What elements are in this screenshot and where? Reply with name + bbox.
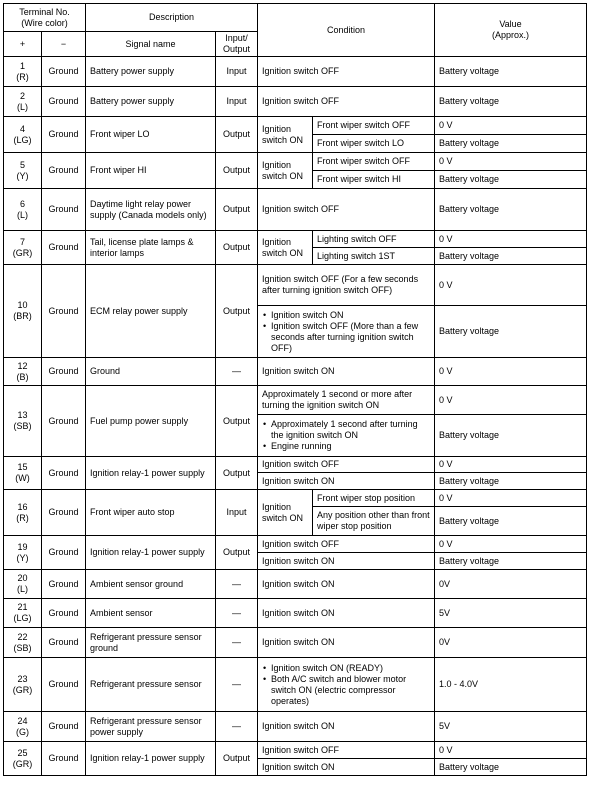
io-cell: Output	[216, 189, 258, 231]
io-cell: Output	[216, 231, 258, 265]
ground-cell: Ground	[42, 628, 86, 658]
value-cell: 0 V	[435, 490, 587, 507]
condition-cell: Ignition switch ON	[258, 153, 313, 189]
condition-cell: Ignition switch OFF	[258, 536, 435, 553]
signal-cell: Battery power supply	[86, 57, 216, 87]
sub-condition-cell: Lighting switch 1ST	[313, 248, 435, 265]
ground-cell: Ground	[42, 742, 86, 776]
signal-cell: Ambient sensor ground	[86, 570, 216, 599]
ground-cell: Ground	[42, 658, 86, 712]
terminal-cell: 10 (BR)	[4, 265, 42, 358]
io-cell: —	[216, 712, 258, 742]
ground-cell: Ground	[42, 570, 86, 599]
ground-cell: Ground	[42, 153, 86, 189]
condition-cell: Ignition switch OFF	[258, 87, 435, 117]
io-cell: —	[216, 599, 258, 628]
condition-cell: • Ignition switch ON (READY) • Both A/C switch and blower motor switch ON (electric compressor operates)	[258, 658, 435, 712]
value-cell: 0 V	[435, 231, 587, 248]
condition-cell: Ignition switch OFF (For a few seconds after turning ignition switch OFF)	[258, 265, 435, 306]
signal-cell: Daytime light relay power supply (Canada models only)	[86, 189, 216, 231]
table-row	[4, 658, 587, 712]
io-cell: Input	[216, 57, 258, 87]
terminal-cell: 1 (R)	[4, 57, 42, 87]
value-cell: Battery voltage	[435, 57, 587, 87]
table-row	[4, 712, 587, 742]
terminal-cell: 24 (G)	[4, 712, 42, 742]
table-row	[4, 265, 587, 306]
sub-condition-cell: Front wiper switch LO	[313, 135, 435, 153]
terminal-cell: 19 (Y)	[4, 536, 42, 570]
condition-cell: Ignition switch OFF	[258, 57, 435, 87]
ground-cell: Ground	[42, 490, 86, 536]
value-cell: Battery voltage	[435, 87, 587, 117]
value-header: Value (Approx.)	[435, 4, 587, 57]
condition-cell: Ignition switch ON	[258, 628, 435, 658]
value-cell: 0V	[435, 628, 587, 658]
io-cell: —	[216, 358, 258, 386]
terminal-cell: 16 (R)	[4, 490, 42, 536]
ground-cell: Ground	[42, 457, 86, 490]
signal-cell: Front wiper LO	[86, 117, 216, 153]
table-row	[4, 536, 587, 553]
condition-cell: Ignition switch OFF	[258, 189, 435, 231]
value-cell: Battery voltage	[435, 507, 587, 536]
value-cell: 0 V	[435, 742, 587, 759]
value-cell: Battery voltage	[435, 135, 587, 153]
ground-cell: Ground	[42, 386, 86, 457]
io-cell: —	[216, 628, 258, 658]
signal-cell: Front wiper HI	[86, 153, 216, 189]
table-row	[4, 117, 587, 135]
value-cell: Battery voltage	[435, 553, 587, 570]
table-row	[4, 231, 587, 248]
terminal-cell: 22 (SB)	[4, 628, 42, 658]
signal-cell: Ignition relay-1 power supply	[86, 457, 216, 490]
value-cell: 0 V	[435, 117, 587, 135]
terminal-cell: 25 (GR)	[4, 742, 42, 776]
table-row	[4, 599, 587, 628]
ground-cell: Ground	[42, 57, 86, 87]
table-row	[4, 490, 587, 507]
value-cell: 0 V	[435, 457, 587, 473]
signal-cell: Ignition relay-1 power supply	[86, 742, 216, 776]
io-cell: —	[216, 658, 258, 712]
io-cell: Output	[216, 457, 258, 490]
io-cell: Input	[216, 490, 258, 536]
io-cell: Input	[216, 87, 258, 117]
condition-cell: Approximately 1 second or more after turning the ignition switch ON	[258, 386, 435, 415]
ground-cell: Ground	[42, 536, 86, 570]
io-cell: Output	[216, 153, 258, 189]
value-cell: 0 V	[435, 386, 587, 415]
signal-cell: Refrigerant pressure sensor ground	[86, 628, 216, 658]
condition-cell: • Ignition switch ON • Ignition switch OFF (More than a few seconds after turning ignition switch OFF)	[258, 306, 435, 358]
signal-cell: Fuel pump power supply	[86, 386, 216, 457]
value-cell: 1.0 - 4.0V	[435, 658, 587, 712]
signal-cell: Ambient sensor	[86, 599, 216, 628]
signal-cell: Tail, license plate lamps & interior lamps	[86, 231, 216, 265]
signal-cell: Ground	[86, 358, 216, 386]
condition-cell: Ignition switch OFF	[258, 457, 435, 473]
sub-condition-cell: Front wiper switch OFF	[313, 153, 435, 171]
ground-cell: Ground	[42, 358, 86, 386]
value-cell: Battery voltage	[435, 306, 587, 358]
terminal-cell: 2 (L)	[4, 87, 42, 117]
condition-cell: Ignition switch OFF	[258, 742, 435, 759]
sub-condition-cell: Lighting switch OFF	[313, 231, 435, 248]
terminal-cell: 6 (L)	[4, 189, 42, 231]
sub-condition-cell: Front wiper switch HI	[313, 171, 435, 189]
io-cell: —	[216, 570, 258, 599]
terminal-cell: 15 (W)	[4, 457, 42, 490]
signal-cell: Front wiper auto stop	[86, 490, 216, 536]
table-row	[4, 570, 587, 599]
table-row	[4, 153, 587, 171]
sub-condition-cell: Any position other than front wiper stop position	[313, 507, 435, 536]
condition-header: Condition	[258, 4, 435, 57]
value-cell: Battery voltage	[435, 248, 587, 265]
terminal-cell: 13 (SB)	[4, 386, 42, 457]
table-row	[4, 742, 587, 759]
ground-cell: Ground	[42, 231, 86, 265]
terminal-cell: 12 (B)	[4, 358, 42, 386]
io-header: Input/ Output	[216, 32, 258, 57]
minus-header: −	[42, 32, 86, 57]
header-row	[4, 4, 587, 32]
signal-cell: ECM relay power supply	[86, 265, 216, 358]
table-row	[4, 457, 587, 473]
condition-cell: Ignition switch ON	[258, 117, 313, 153]
condition-cell: Ignition switch ON	[258, 231, 313, 265]
condition-cell: Ignition switch ON	[258, 553, 435, 570]
value-cell: 0 V	[435, 358, 587, 386]
io-cell: Output	[216, 742, 258, 776]
condition-cell: • Approximately 1 second after turning the ignition switch ON • Engine running	[258, 415, 435, 457]
terminal-cell: 20 (L)	[4, 570, 42, 599]
signal-cell: Refrigerant pressure sensor	[86, 658, 216, 712]
io-cell: Output	[216, 536, 258, 570]
signal-name-header: Signal name	[86, 32, 216, 57]
condition-cell: Ignition switch ON	[258, 358, 435, 386]
condition-cell: Ignition switch ON	[258, 490, 313, 536]
value-cell: Battery voltage	[435, 759, 587, 776]
condition-cell: Ignition switch ON	[258, 712, 435, 742]
value-cell: 5V	[435, 599, 587, 628]
value-cell: Battery voltage	[435, 189, 587, 231]
ground-cell: Ground	[42, 87, 86, 117]
plus-header: +	[4, 32, 42, 57]
table-row	[4, 358, 587, 386]
signal-cell: Ignition relay-1 power supply	[86, 536, 216, 570]
table-row	[4, 628, 587, 658]
io-cell: Output	[216, 265, 258, 358]
terminal-table	[3, 3, 587, 776]
terminal-cell: 7 (GR)	[4, 231, 42, 265]
value-cell: 0 V	[435, 265, 587, 306]
signal-cell: Battery power supply	[86, 87, 216, 117]
table-row	[4, 57, 587, 87]
sub-condition-cell: Front wiper stop position	[313, 490, 435, 507]
terminal-cell: 21 (LG)	[4, 599, 42, 628]
table-row	[4, 386, 587, 415]
ground-cell: Ground	[42, 599, 86, 628]
terminal-cell: 5 (Y)	[4, 153, 42, 189]
table-row	[4, 189, 587, 231]
value-cell: 5V	[435, 712, 587, 742]
io-cell: Output	[216, 117, 258, 153]
value-cell: Battery voltage	[435, 415, 587, 457]
condition-cell: Ignition switch ON	[258, 570, 435, 599]
signal-cell: Refrigerant pressure sensor power supply	[86, 712, 216, 742]
io-cell: Output	[216, 386, 258, 457]
value-cell: Battery voltage	[435, 171, 587, 189]
condition-cell: Ignition switch ON	[258, 759, 435, 776]
ground-cell: Ground	[42, 712, 86, 742]
value-cell: 0 V	[435, 153, 587, 171]
condition-cell: Ignition switch ON	[258, 473, 435, 490]
sub-condition-cell: Front wiper switch OFF	[313, 117, 435, 135]
description-header: Description	[86, 4, 258, 32]
table-row	[4, 87, 587, 117]
terminal-cell: 23 (GR)	[4, 658, 42, 712]
ground-cell: Ground	[42, 117, 86, 153]
ground-cell: Ground	[42, 189, 86, 231]
terminal-header: Terminal No. (Wire color)	[4, 4, 86, 32]
value-cell: 0 V	[435, 536, 587, 553]
value-cell: Battery voltage	[435, 473, 587, 490]
value-cell: 0V	[435, 570, 587, 599]
condition-cell: Ignition switch ON	[258, 599, 435, 628]
terminal-cell: 4 (LG)	[4, 117, 42, 153]
ground-cell: Ground	[42, 265, 86, 358]
